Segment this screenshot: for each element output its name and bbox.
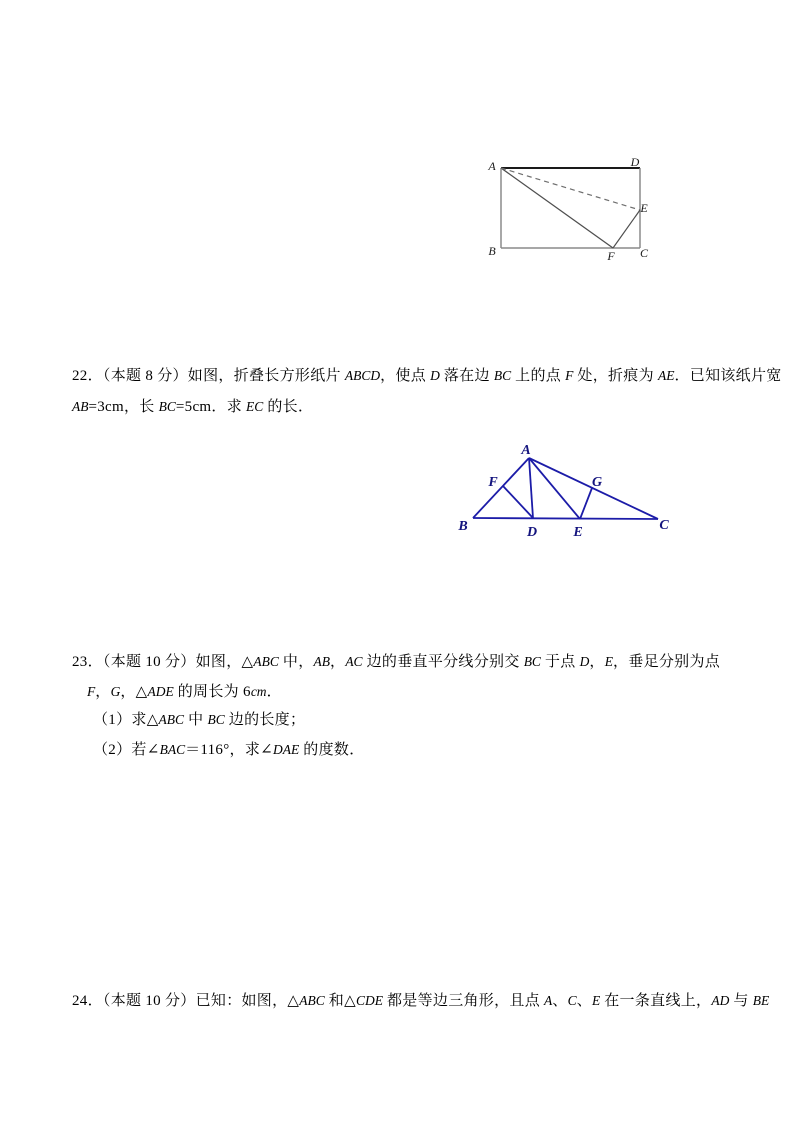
text-run: 与 xyxy=(729,993,753,1009)
text-run: ，△ xyxy=(120,684,148,700)
text-run: ，垂足分别为点 xyxy=(612,654,721,670)
rect-vertex-label-a: A xyxy=(488,159,496,173)
math-variable: AE xyxy=(657,368,675,383)
math-variable: ABCD xyxy=(344,368,381,383)
math-variable: BC xyxy=(158,399,176,414)
text-run: 、 xyxy=(576,993,592,1009)
question-23-line-1 xyxy=(72,652,720,672)
tri-point-label-e: E xyxy=(573,525,583,540)
text-run: ＝116°，求∠ xyxy=(185,742,273,758)
tri-point-label-g: G xyxy=(591,475,603,490)
text-run: 中 xyxy=(184,712,208,728)
text-run: 上的点 xyxy=(511,368,566,384)
tri-segment-ae xyxy=(529,458,580,519)
text-run: 的周长为 6 xyxy=(173,684,251,700)
rect-vertex-label-d: D xyxy=(630,155,640,169)
math-variable: E xyxy=(604,654,613,669)
math-variable: ABC xyxy=(158,712,185,727)
math-variable: AD xyxy=(711,993,730,1008)
math-variable: BC xyxy=(207,712,225,727)
text-run: ， xyxy=(589,654,605,670)
text-run: 中， xyxy=(278,654,314,670)
math-variable: BC xyxy=(493,368,512,383)
tri-segment-ge xyxy=(580,488,592,519)
text-run: 落在边 xyxy=(439,368,494,384)
math-variable: ABC xyxy=(299,993,325,1008)
tri-segment-ad xyxy=(529,458,533,518)
text-run: ， xyxy=(95,684,111,700)
text-run: 在一条直线上， xyxy=(600,993,712,1009)
math-variable: BC xyxy=(523,654,541,669)
figure-rectangle-fold xyxy=(483,146,683,271)
math-variable: AB xyxy=(72,399,89,414)
text-run: 的长． xyxy=(263,399,314,415)
text-run: 22．（本题 8 分）如图，折叠长方形纸片 xyxy=(72,368,345,384)
text-run: =3cm，长 xyxy=(88,399,159,415)
text-run: （1）求△ xyxy=(93,712,159,728)
question-23-part-1 xyxy=(93,710,305,730)
text-run: 、 xyxy=(552,993,568,1009)
text-run: ，使点 xyxy=(380,368,431,384)
question-23-line-2 xyxy=(87,682,282,702)
text-run: ．已知该纸片宽 xyxy=(674,368,782,384)
fold-segment-af xyxy=(501,168,613,248)
math-variable: ADE xyxy=(147,684,174,699)
math-variable: CDE xyxy=(355,993,383,1008)
tri-side-ab xyxy=(473,458,529,518)
text-run: 边的垂直平分线分别交 xyxy=(362,654,524,670)
text-run: 都是等边三角形，且点 xyxy=(382,993,545,1009)
math-variable: A xyxy=(544,993,553,1008)
math-variable: D xyxy=(579,654,590,669)
text-run: （2）若∠ xyxy=(93,742,160,758)
tri-vertex-label-b: B xyxy=(458,519,468,534)
question-24-line-1 xyxy=(72,991,769,1011)
text-run: 处，折痕为 xyxy=(573,368,658,384)
math-variable: ABC xyxy=(253,654,279,669)
math-variable: D xyxy=(430,368,440,383)
text-run: 的度数． xyxy=(299,742,365,758)
text-run: 边的长度； xyxy=(224,712,306,728)
tri-side-bc xyxy=(473,518,658,519)
math-variable: F xyxy=(565,368,574,383)
question-22-line-2 xyxy=(72,397,313,417)
math-variable: BAC xyxy=(159,742,186,757)
tri-vertex-label-a: A xyxy=(521,443,531,458)
text-run: =5cm．求 xyxy=(175,399,247,415)
tri-point-label-d: D xyxy=(526,525,538,540)
math-variable: AB xyxy=(313,654,330,669)
math-variable: F xyxy=(87,684,96,699)
text-run: ， xyxy=(330,654,346,670)
rect-point-label-f: F xyxy=(607,249,615,263)
text-run: 于点 xyxy=(540,654,580,670)
text-run: 24．（本题 10 分）已知：如图，△ xyxy=(72,993,300,1009)
question-23-part-2 xyxy=(93,740,365,760)
text-run: 和△ xyxy=(324,993,356,1009)
text-run: ． xyxy=(266,684,282,700)
math-variable: DAE xyxy=(273,742,300,757)
rect-point-label-e: E xyxy=(640,201,648,215)
rect-vertex-label-c: C xyxy=(639,246,649,260)
math-variable: C xyxy=(567,993,577,1008)
math-variable: G xyxy=(110,684,121,699)
math-variable: AC xyxy=(345,654,363,669)
math-variable: BE xyxy=(752,993,770,1008)
math-variable: E xyxy=(591,993,601,1008)
crease-segment-ae-dashed xyxy=(501,168,640,210)
fold-segment-fe xyxy=(613,210,640,248)
tri-vertex-label-c: C xyxy=(659,518,669,533)
tri-segment-fd xyxy=(503,486,533,518)
figure-triangle xyxy=(448,438,683,543)
math-variable: EC xyxy=(246,399,264,414)
text-run: 23．（本题 10 分）如图，△ xyxy=(72,654,254,670)
tri-point-label-f: F xyxy=(488,475,498,490)
rect-vertex-label-b: B xyxy=(488,244,496,258)
math-variable: cm xyxy=(250,684,267,699)
question-22-line-1 xyxy=(72,366,782,386)
